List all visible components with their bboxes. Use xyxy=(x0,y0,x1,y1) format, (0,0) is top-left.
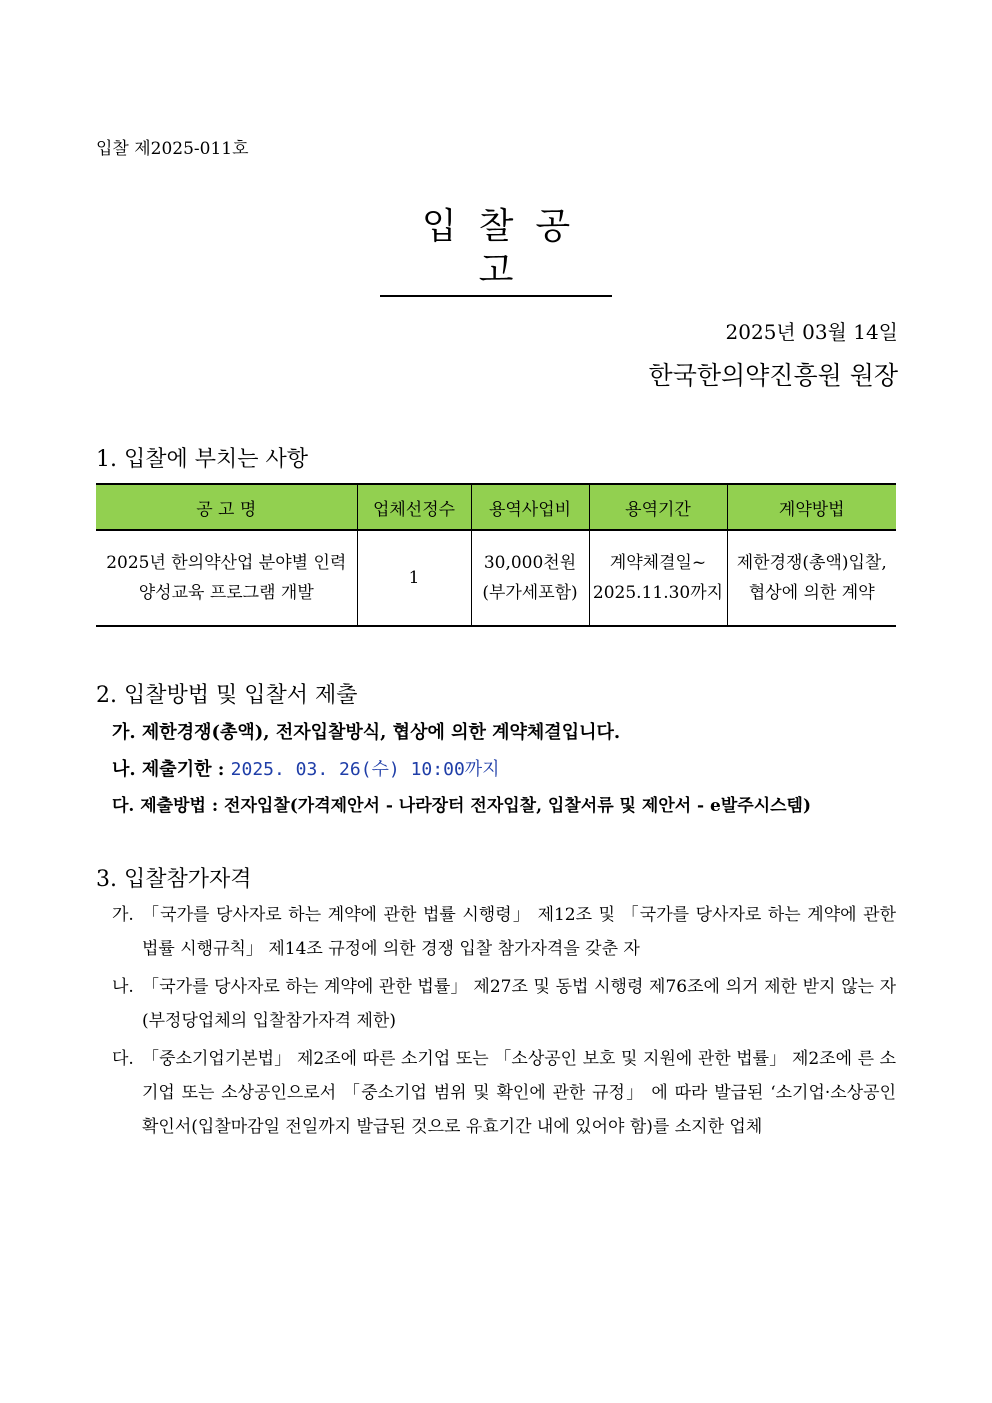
item-mark: 나. xyxy=(112,977,134,997)
header-name: 공 고 명 xyxy=(96,484,357,530)
header-cost: 용역사업비 xyxy=(471,484,589,530)
issuer: 한국한의약진흥원 원장 xyxy=(648,361,898,390)
cell-method-line2: 협상에 의한 계약 xyxy=(748,583,875,603)
cell-period-line2: 2025.11.30까지 xyxy=(592,583,724,603)
cell-count: 1 xyxy=(357,530,471,626)
section1-heading: 1. 입찰에 부치는 사항 xyxy=(96,447,308,472)
cell-name-line1: 2025년 한의약산업 분야별 인력 xyxy=(106,553,347,573)
bid-table xyxy=(96,483,896,627)
cell-period xyxy=(589,530,727,626)
notice-date: 2025년 03월 14일 xyxy=(725,320,898,344)
section2-item-b xyxy=(112,755,500,781)
deadline-label: 나. 제출기한 : xyxy=(112,759,231,780)
section3-item-b xyxy=(112,970,896,1038)
cell-method-line1: 제한경쟁(총액)입찰, xyxy=(736,553,887,573)
cell-name xyxy=(96,530,357,626)
cell-method xyxy=(727,530,896,626)
page-title: 입찰공고 xyxy=(380,205,612,297)
cell-cost-line2: (부가세포함) xyxy=(482,583,578,603)
section3-item-a xyxy=(112,898,896,966)
cell-cost-line1: 30,000천원 xyxy=(483,553,577,573)
section2-item-c: 다. 제출방법 : 전자입찰(가격제안서 - 나라장터 전자입찰, 입찰서류 및 제안서 - e발주시스템) xyxy=(112,796,811,816)
deadline-value: 2025. 03. 26(수) 10:00까지 xyxy=(230,759,500,780)
section2-heading: 2. 입찰방법 및 입찰서 제출 xyxy=(96,683,358,708)
item-mark: 다. xyxy=(112,1049,134,1069)
doc-number: 입찰 제2025-011호 xyxy=(96,139,249,159)
cell-name-line2: 양성교육 프로그램 개발 xyxy=(138,583,314,603)
section2-item-a: 가. 제한경쟁(총액), 전자입찰방식, 협상에 의한 계약체결입니다. xyxy=(112,722,621,743)
cell-cost xyxy=(471,530,589,626)
table-row xyxy=(96,530,896,626)
header-method: 계약방법 xyxy=(727,484,896,530)
cell-period-line1: 계약체결일~ xyxy=(609,553,707,573)
item-mark: 가. xyxy=(112,905,134,925)
item-text: 「국가를 당사자로 하는 계약에 관한 법률 시행령」 제12조 및 「국가를 당사자로 하는 계약에 관한 법률 시행규칙」 제14조 규정에 의한 경쟁 입찰 참가자격을 갖춘 자 xyxy=(142,905,896,959)
item-text: 「국가를 당사자로 하는 계약에 관한 법률」 제27조 및 동법 시행령 제76조에 의거 제한 받지 않는 자(부정당업체의 입찰참가자격 제한) xyxy=(142,977,896,1031)
item-text: 「중소기업기본법」 제2조에 따른 소기업 또는 「소상공인 보호 및 지원에 관한 법률」 제2조에 른 소기업 또는 소상공인으로서 「중소기업 범위 및 확인에 관한 규정」 에 따라 발급된 ‘소기업·소상공인 확인서(입찰마감일 전일까지 발급된 것으로 유효기간 내에 있어야 함)를 소지한 업체 xyxy=(142,1049,896,1137)
section3-heading: 3. 입찰참가자격 xyxy=(96,867,252,892)
section3-item-c xyxy=(112,1042,896,1144)
table-header-row xyxy=(96,484,896,530)
header-period: 용역기간 xyxy=(589,484,727,530)
header-count: 업체선정수 xyxy=(357,484,471,530)
